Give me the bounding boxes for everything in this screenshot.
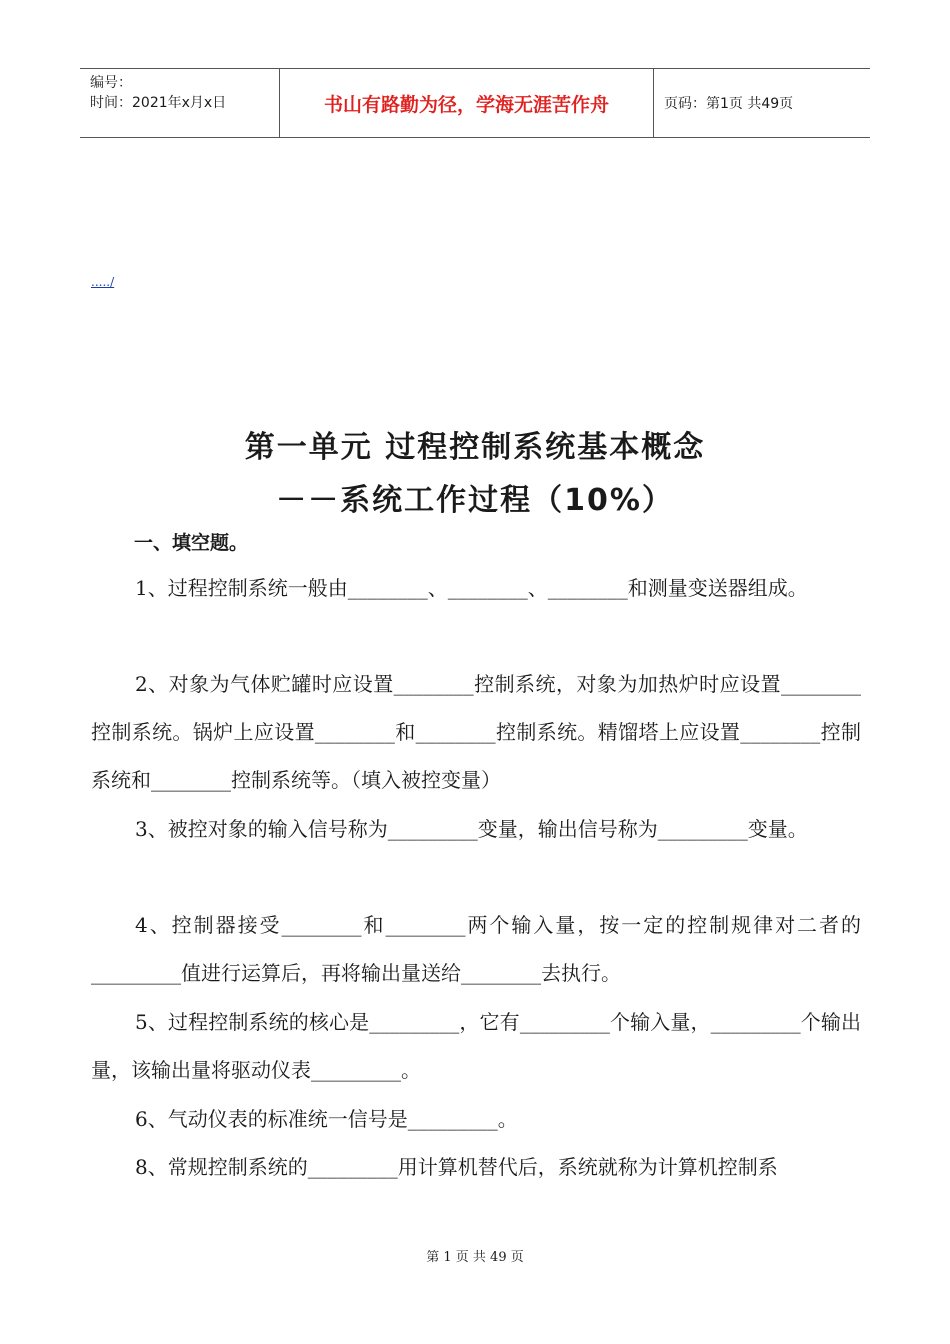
section-heading: 一、填空题。 (134, 532, 249, 554)
dots-link[interactable]: ...../ (91, 275, 115, 289)
question-8: 8、常规控制系统的_________用计算机替代后，系统就称为计算机控制系 (135, 1155, 778, 1179)
question-1: 1、过程控制系统一般由________、________、________和测量变送器组成。 (135, 576, 808, 600)
header-left-cell (80, 69, 280, 137)
question-4: 4、控制器接受________和________两个输入量，按一定的控制规律对二者的_________值进行运算后，再将输出量送给________去执行。 (91, 913, 861, 985)
number-label: 编号： (90, 75, 132, 91)
question-3: 3、被控对象的输入信号称为_________变量，输出信号称为_________变量。 (135, 817, 808, 841)
title-line-1: 第一单元 过程控制系统基本概念 (244, 430, 706, 465)
header-table (80, 68, 870, 138)
title-line-2: －－系统工作过程（10%） (276, 483, 674, 518)
time-label: 时间：2021年x月x日 (90, 95, 227, 111)
page-info: 页码：第1页 共49页 (664, 96, 794, 112)
motto: 书山有路勤为径，学海无涯苦作舟 (280, 69, 654, 137)
question-5: 5、过程控制系统的核心是_________，它有_________个输入量，_________个输出量，该输出量将驱动仪表_________。 (91, 1010, 861, 1082)
question-2: 2、对象为气体贮罐时应设置________控制系统，对象为加热炉时应设置________控制系统。锅炉上应设置________和________控制系统。精馏塔上应设置________控制系统和________控制系统等。（填入被控变量） (91, 672, 861, 792)
page-footer: 第 1 页 共 49 页 (426, 1250, 524, 1265)
question-6: 6、气动仪表的标准统一信号是_________。 (135, 1107, 518, 1131)
